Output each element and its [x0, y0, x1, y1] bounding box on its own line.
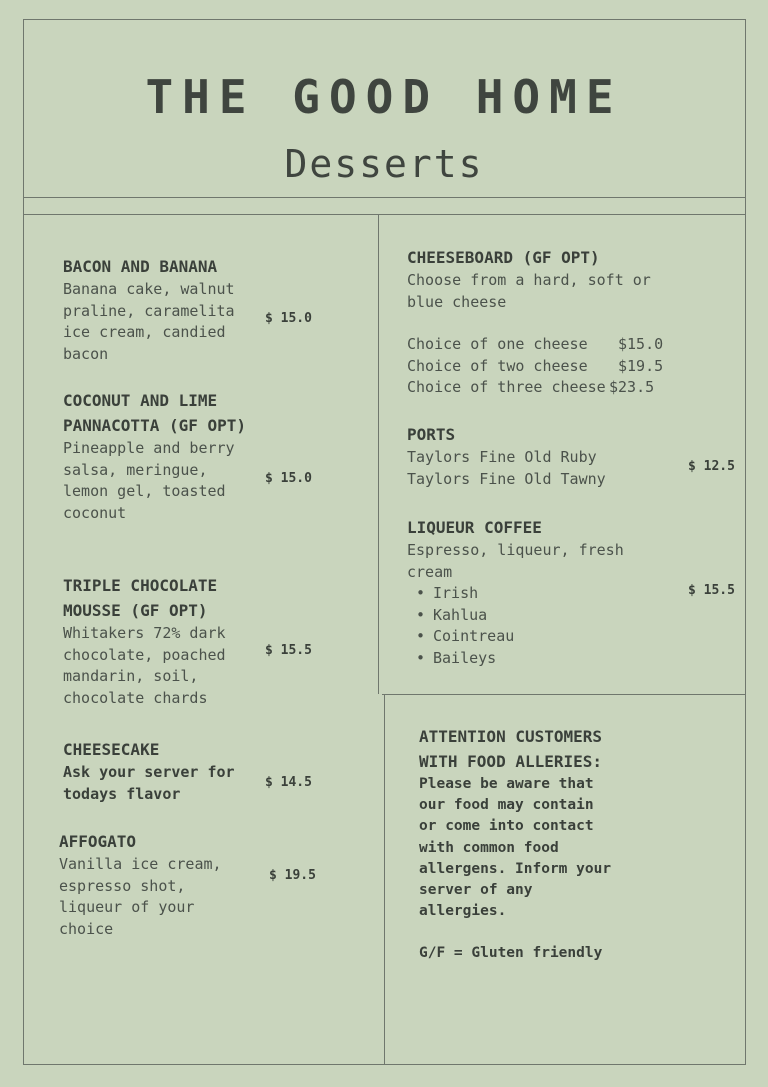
cheese-choice-label: Choice of two cheese: [407, 356, 588, 375]
menu-item-name: COCONUT AND LIME PANNACOTTA (GF OPT): [63, 391, 247, 435]
cheese-choice-row: [407, 377, 707, 399]
header-divider-upper: [23, 197, 746, 198]
liqueur-option: • Irish: [433, 583, 647, 605]
menu-item-affogato: [59, 829, 249, 940]
liqueur-option: • Cointreau: [433, 626, 647, 648]
allergy-notice: [419, 724, 614, 965]
cheese-choice-row: [407, 356, 707, 378]
menu-item-name: TRIPLE CHOCOLATE MOUSSE (GF OPT): [63, 576, 218, 620]
menu-item-bacon-and-banana: [63, 254, 253, 365]
allergy-notice-title: ATTENTION CUSTOMERS WITH FOOD ALLERIES:: [419, 727, 603, 771]
menu-item-price: $ 19.5: [269, 868, 316, 883]
cheese-choice-list: [407, 334, 707, 399]
port-option: Taylors Fine Old Ruby: [407, 448, 597, 466]
menu-item-triple-chocolate-mousse: [63, 573, 253, 709]
cheese-choice-price: $15.0: [618, 335, 664, 353]
menu-item-name: CHEESECAKE: [63, 740, 160, 759]
menu-item-description: Choose from a hard, soft or blue cheese: [407, 271, 651, 311]
menu-item-price: $ 12.5: [688, 459, 735, 474]
column-divider-lower: [384, 694, 385, 1065]
menu-item-ports: [407, 422, 667, 490]
column-divider-upper: [378, 214, 379, 694]
allergy-notice-body: Please be aware that our food may contain or come into contact with common food allergens. Inform your server of any allergies.: [419, 776, 612, 920]
menu-item-description: Banana cake, walnut praline, caramelita ice cream, candied bacon: [63, 280, 235, 363]
menu-item-name: PORTS: [407, 425, 456, 444]
menu-item-description: Espresso, liqueur, fresh cream: [407, 541, 624, 581]
menu-item-price: $ 15.0: [265, 311, 312, 326]
cheese-choice-label: Choice of three cheese: [407, 378, 606, 396]
port-option: Taylors Fine Old Tawny: [407, 469, 606, 488]
liqueur-option: • Baileys: [433, 648, 647, 670]
menu-item-description: Pineapple and berry salsa, meringue, lemon gel, toasted coconut: [63, 439, 235, 522]
menu-item-coconut-lime-pannacotta: [63, 388, 253, 524]
menu-item-price: $ 15.0: [265, 471, 312, 486]
menu-item-name: LIQUEUR COFFEE: [407, 518, 542, 537]
menu-item-name: BACON AND BANANA: [63, 257, 218, 276]
cheese-choice-price: $19.5: [618, 356, 664, 375]
restaurant-title: THE GOOD HOME: [145, 70, 623, 124]
menu-item-name: CHEESEBOARD (GF OPT): [407, 248, 600, 267]
menu-item-cheeseboard: [407, 245, 677, 313]
menu-item-cheesecake: [63, 737, 253, 805]
menu-item-name: AFFOGATO: [59, 832, 137, 851]
menu-item-description: Vanilla ice cream, espresso shot, liqueur of your choice: [59, 855, 222, 938]
gluten-friendly-note: G/F = Gluten friendly: [419, 945, 603, 962]
header-divider-lower: [23, 214, 746, 215]
cheese-choice-price: $23.5: [609, 378, 655, 396]
menu-section-title: Desserts: [284, 142, 484, 186]
menu-item-price: $ 15.5: [265, 643, 312, 658]
menu-item-liqueur-coffee: [407, 515, 647, 669]
cheese-choice-label: Choice of one cheese: [407, 335, 588, 353]
attention-box-divider: [382, 694, 746, 695]
menu-item-price: $ 14.5: [265, 775, 312, 790]
menu-item-price: $ 15.5: [688, 583, 735, 598]
menu-item-description: Ask your server for todays flavor: [63, 763, 235, 803]
menu-item-description: Whitakers 72% dark chocolate, poached mandarin, soil, chocolate chards: [63, 624, 226, 707]
liqueur-option-list: [407, 583, 647, 669]
liqueur-option: • Kahlua: [433, 605, 647, 627]
cheese-choice-row: [407, 334, 707, 356]
